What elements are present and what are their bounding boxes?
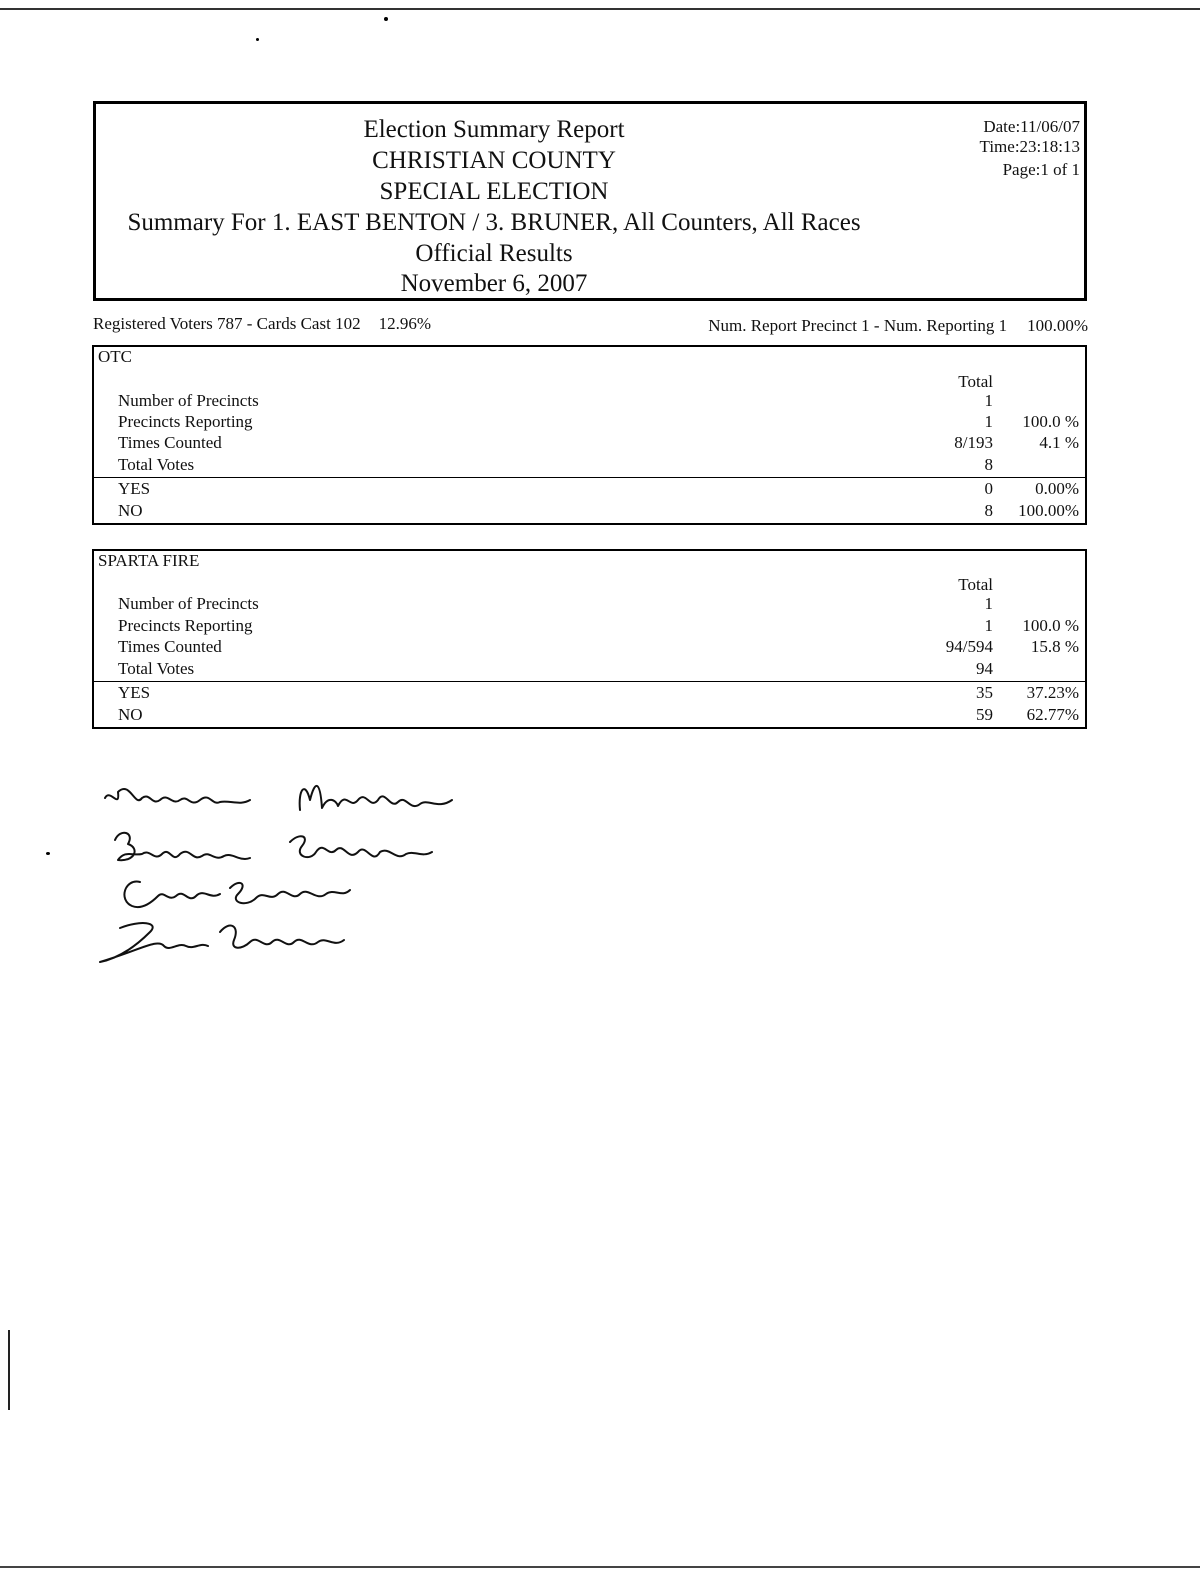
choice-percent: 0.00% [1035,479,1079,498]
choice-label: YES [118,479,151,498]
scan-edge-top [0,8,1200,10]
stat-row [94,637,1085,659]
signature-carla-essick [124,882,350,908]
scan-speck [46,852,50,855]
results-status: Official Results [415,240,573,267]
summary-line: Summary For 1. EAST BENTON / 3. BRUNER, All Counters, All Races [127,209,861,236]
stat-row [94,594,1085,616]
choice-votes: 59 [976,705,993,724]
stat-percent: 15.8 % [1030,637,1079,656]
scan-speck [256,38,259,41]
reporting-percent: 100.00% [1027,316,1088,335]
stat-row [94,616,1085,638]
stat-value: 94 [976,659,993,678]
report-time: Time:23:18:13 [979,137,1080,156]
signatures [80,770,500,980]
signature-marian-matthews [105,786,452,810]
choice-votes: 35 [976,683,993,702]
choice-label: NO [118,501,143,520]
choice-percent: 62.77% [1026,705,1079,724]
choice-percent: 100.00% [1018,501,1079,520]
report-header [93,101,1087,301]
stat-label: Times Counted [118,637,222,656]
election-date: November 6, 2007 [400,270,588,297]
stat-label: Total Votes [118,659,195,678]
choices-divider [94,477,1085,478]
stat-row [94,391,1085,413]
total-column-header: Total [958,372,993,391]
report-date: Date:11/06/07 [983,117,1080,136]
stat-value: 1 [984,412,993,431]
choices-divider [94,681,1085,682]
signature-lisa-russell [100,923,344,962]
stat-value: 94/594 [945,637,993,656]
stat-value: 1 [984,594,993,613]
stat-label: Number of Precincts [118,594,259,613]
stat-row [94,433,1085,455]
choice-row [94,683,1085,705]
election-name: SPECIAL ELECTION [379,178,609,205]
choice-row [94,501,1085,523]
stat-value: 8/193 [954,433,993,452]
stat-row [94,455,1085,477]
choice-percent: 37.23% [1026,683,1079,702]
stat-label: Precincts Reporting [118,616,253,635]
stat-row [94,412,1085,434]
stat-percent: 100.0 % [1022,616,1079,635]
stat-label: Number of Precincts [118,391,259,410]
reporting-stats [708,316,1088,336]
choice-row [94,705,1085,727]
stat-value: 1 [984,616,993,635]
stat-label: Total Votes [118,455,195,474]
stat-value: 1 [984,391,993,410]
race-title: OTC [98,347,132,366]
stat-percent: 100.0 % [1022,412,1079,431]
choice-votes: 8 [984,501,993,520]
scan-speck [384,17,388,21]
choice-row [94,479,1085,501]
page-number: Page:1 of 1 [1002,160,1080,179]
race-sparta-fire [92,549,1087,729]
stat-value: 8 [984,455,993,474]
registered-voters: Registered Voters 787 - Cards Cast 102 [93,314,361,333]
stat-label: Times Counted [118,433,222,452]
precinct-reporting: Num. Report Precinct 1 - Num. Reporting 1 [708,316,1008,335]
signature-barbara-stogner [115,833,432,860]
report-title: Election Summary Report [363,116,625,143]
total-column-header: Total [958,575,993,594]
turnout-percent: 12.96% [378,314,431,333]
race-title: SPARTA FIRE [98,551,200,570]
stat-percent: 4.1 % [1039,433,1079,452]
voter-stats [93,314,431,334]
scan-margin-mark [8,1330,10,1410]
choice-label: YES [118,683,151,702]
choice-label: NO [118,705,143,724]
stat-label: Precincts Reporting [118,412,253,431]
choice-votes: 0 [984,479,993,498]
race-otc [92,345,1087,525]
stat-row [94,659,1085,681]
scan-edge-bottom [0,1566,1200,1568]
county-name: CHRISTIAN COUNTY [372,147,616,174]
